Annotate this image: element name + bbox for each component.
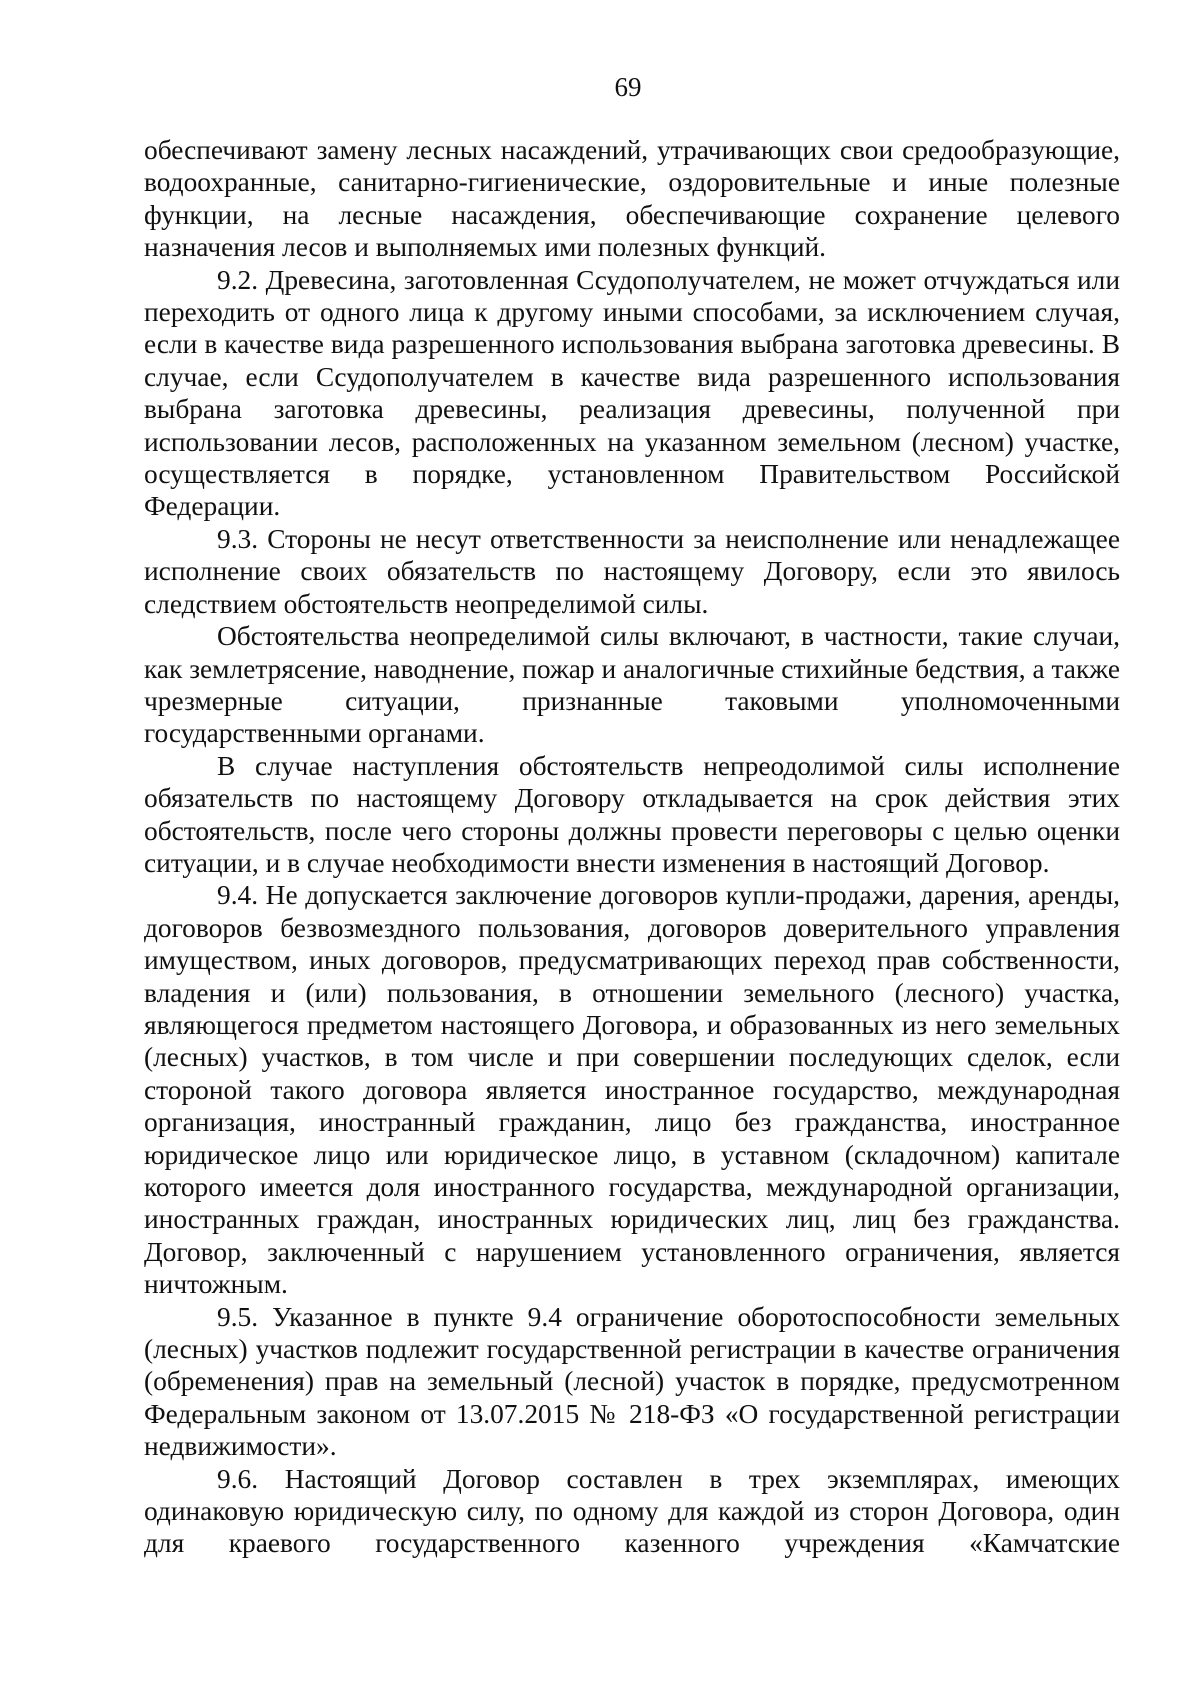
paragraph-9-2: 9.2. Древесина, заготовленная Ссудополучателем, не может отчуждаться или переходить от одного лица к другому иными способами, за исключением случая, если в качестве вида разрешенного использования выбрана заготовка древесины. В случае, если Ссудополучателем в качестве вида разрешенного использования выбрана заготовка древесины, реализация древесины, полученной при использовании лесов, расположенных на указанном земельном (лесном) участке, осуществляется в порядке, установленном Правительством Российской Федерации. [144,264,1120,522]
paragraph-continuation: обеспечивают замену лесных насаждений, утрачивающих свои средообразующие, водоохранные, санитарно-гигиенические, оздоровительные и иные полезные функции, на лесные насаждения, обеспечивающие сохранение целевого назначения лесов и выполняемых ими полезных функций. [144,135,1120,263]
document-body [144,134,1120,1560]
paragraph-9-4: 9.4. Не допускается заключение договоров купли-продажи, дарения, аренды, договоров безвозмездного пользования, договоров доверительного управления имуществом, иных договоров, предусматривающих переход прав собственности, владения и (или) пользования, в отношении земельного (лесного) участка, являющегося предметом настоящего Договора, и образованных из него земельных (лесных) участков, в том числе и при совершении последующих сделок, если стороной такого договора является иностранное государство, международная организация, иностранный гражданин, лицо без гражданства, иностранное юридическое лицо или юридическое лицо, в уставном (складочном) капитале которого имеется доля иностранного государства, международной организации, иностранных граждан, иностранных юридических лиц, лиц без гражданства. Договор, заключенный с нарушением установленного ограничения, является ничтожным. [144,880,1120,1300]
paragraph-9-3: 9.3. Стороны не несут ответственности за неисполнение или ненадлежащее исполнение своих обязательств по настоящему Договору, если это явилось следствием обстоятельств неопределимой силы. [144,523,1120,619]
page-number: 69 [614,72,642,102]
paragraph-force-majeure-definition: Обстоятельства неопределимой силы включают, в частности, такие случаи, как землетрясение, наводнение, пожар и аналогичные стихийные бедствия, а также чрезмерные ситуации, признанные таковыми уполномоченными государственными органами. [144,621,1120,749]
paragraph-9-5: 9.5. Указанное в пункте 9.4 ограничение оборотоспособности земельных (лесных) участков подлежит государственной регистрации в качестве ограничения (обременения) прав на земельный (лесной) участок в порядке, предусмотренном Федеральным законом от 13.07.2015 № 218-ФЗ «О государственной регистрации недвижимости». [144,1301,1120,1462]
paragraph-9-6: 9.6. Настоящий Договор составлен в трех экземплярах, имеющих одинаковую юридическую силу, по одному для каждой из сторон Договора, один для краевого государственного казенного учреждения «Камчатские [144,1463,1120,1559]
paragraph-force-majeure-consequences: В случае наступления обстоятельств непреодолимой силы исполнение обязательств по настоящему Договору откладывается на срок действия этих обстоятельств, после чего стороны должны провести переговоры с целью оценки ситуации, и в случае необходимости внести изменения в настоящий Договор. [144,750,1120,878]
